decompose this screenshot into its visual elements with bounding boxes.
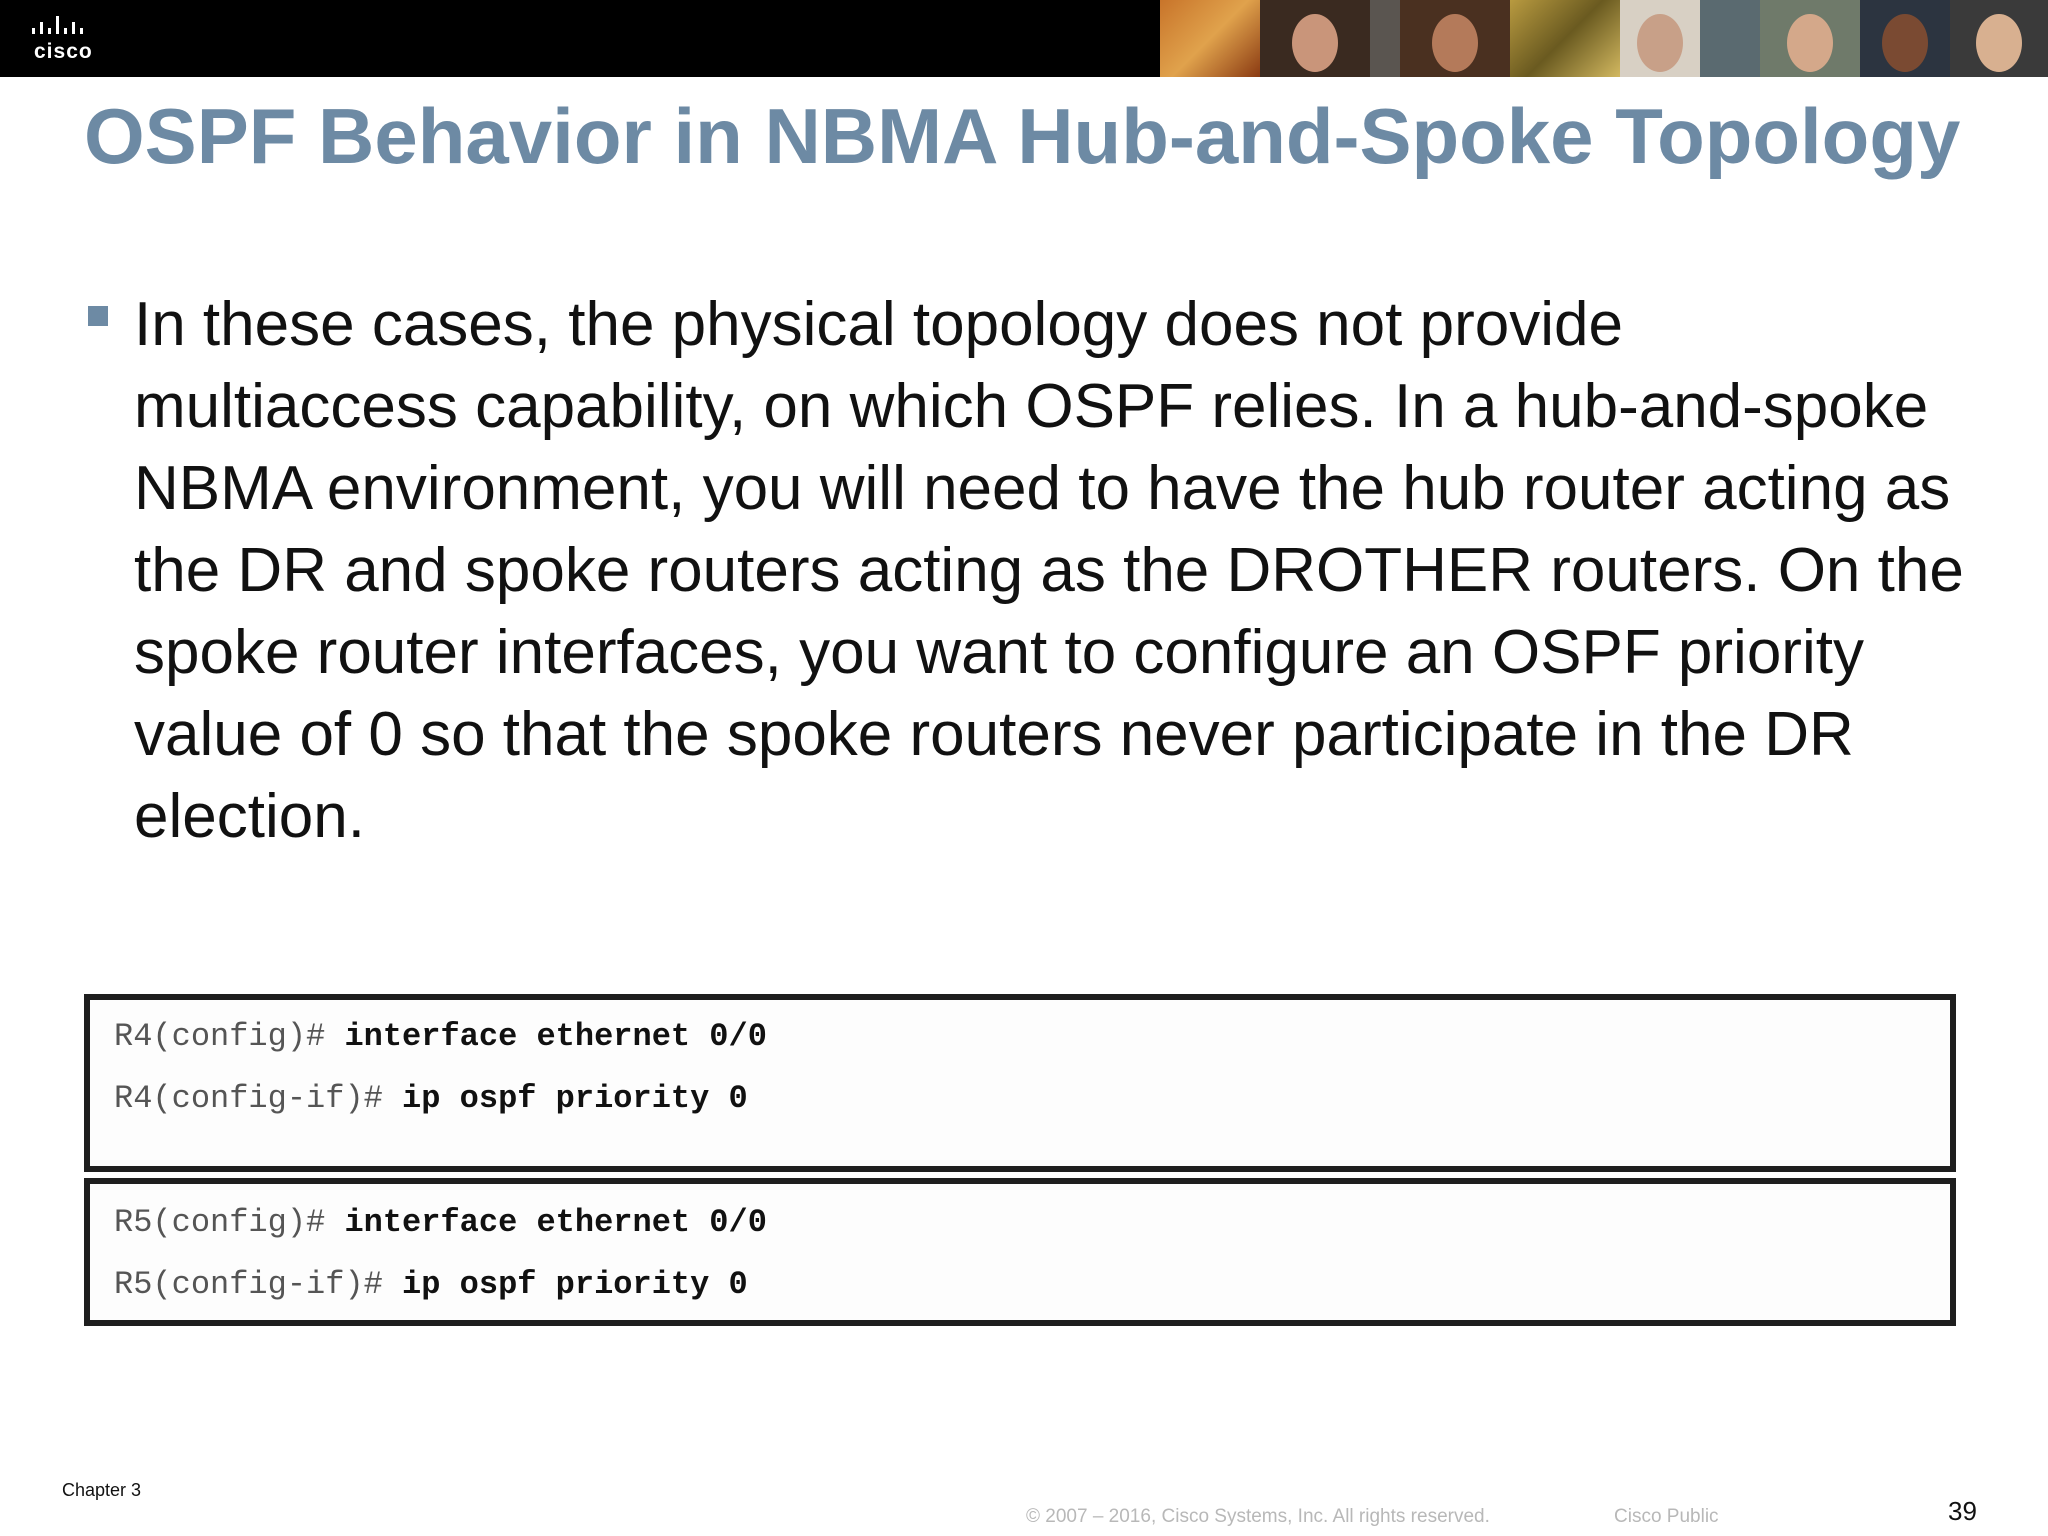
footer-chapter: Chapter 3 (62, 1480, 142, 1500)
photo-tile (1950, 0, 2048, 77)
square-bullet-icon (88, 306, 108, 326)
cli-command: interface ethernet 0/0 (344, 1204, 767, 1241)
code-block-r4 (84, 994, 1956, 1172)
photo-tile (1860, 0, 1950, 77)
footer-copyright: © 2007 – 2016, Cisco Systems, Inc. All rights reserved. (1026, 1506, 1490, 1527)
photo-tile (1700, 0, 1760, 77)
photo-banner (1160, 0, 2048, 77)
cisco-bars-icon (30, 14, 110, 38)
code-block-r5 (84, 1178, 1956, 1326)
photo-tile (1160, 0, 1260, 77)
bullet-item (84, 284, 1964, 858)
footer-classification: Cisco Public (1614, 1506, 1719, 1527)
cli-prompt: R4(config)# (114, 1018, 345, 1055)
cisco-logo (30, 14, 120, 64)
slide-title: OSPF Behavior in NBMA Hub-and-Spoke Topology (84, 92, 1961, 180)
cli-command: interface ethernet 0/0 (344, 1018, 767, 1055)
photo-tile (1260, 0, 1370, 77)
cli-prompt: R5(config-if)# (114, 1266, 403, 1303)
code-line (114, 1204, 767, 1241)
page-number: 39 (1948, 1496, 1977, 1526)
code-line (114, 1018, 767, 1055)
photo-tile (1620, 0, 1700, 77)
photo-tile (1510, 0, 1620, 77)
bullet-text: In these cases, the physical topology does not provide multiaccess capability, on which OSPF relies. In a hub-and-spoke NBMA environment, you will need to have the hub router acting as the DR and spoke routers acting as the DROTHER routers. On the spoke router interfaces, you want to configure an OSPF priority value of 0 so that the spoke routers never participate in the DR election. (134, 290, 1964, 851)
cli-prompt: R5(config)# (114, 1204, 345, 1241)
cli-prompt: R4(config-if)# (114, 1080, 403, 1117)
photo-tile (1760, 0, 1860, 77)
code-line (114, 1266, 748, 1303)
cli-command: ip ospf priority 0 (402, 1080, 748, 1117)
cli-command: ip ospf priority 0 (402, 1266, 748, 1303)
photo-tile (1400, 0, 1510, 77)
header-bar (0, 0, 2048, 77)
code-line (114, 1080, 748, 1117)
photo-tile (1370, 0, 1400, 77)
logo-wordmark: cisco (34, 40, 93, 63)
